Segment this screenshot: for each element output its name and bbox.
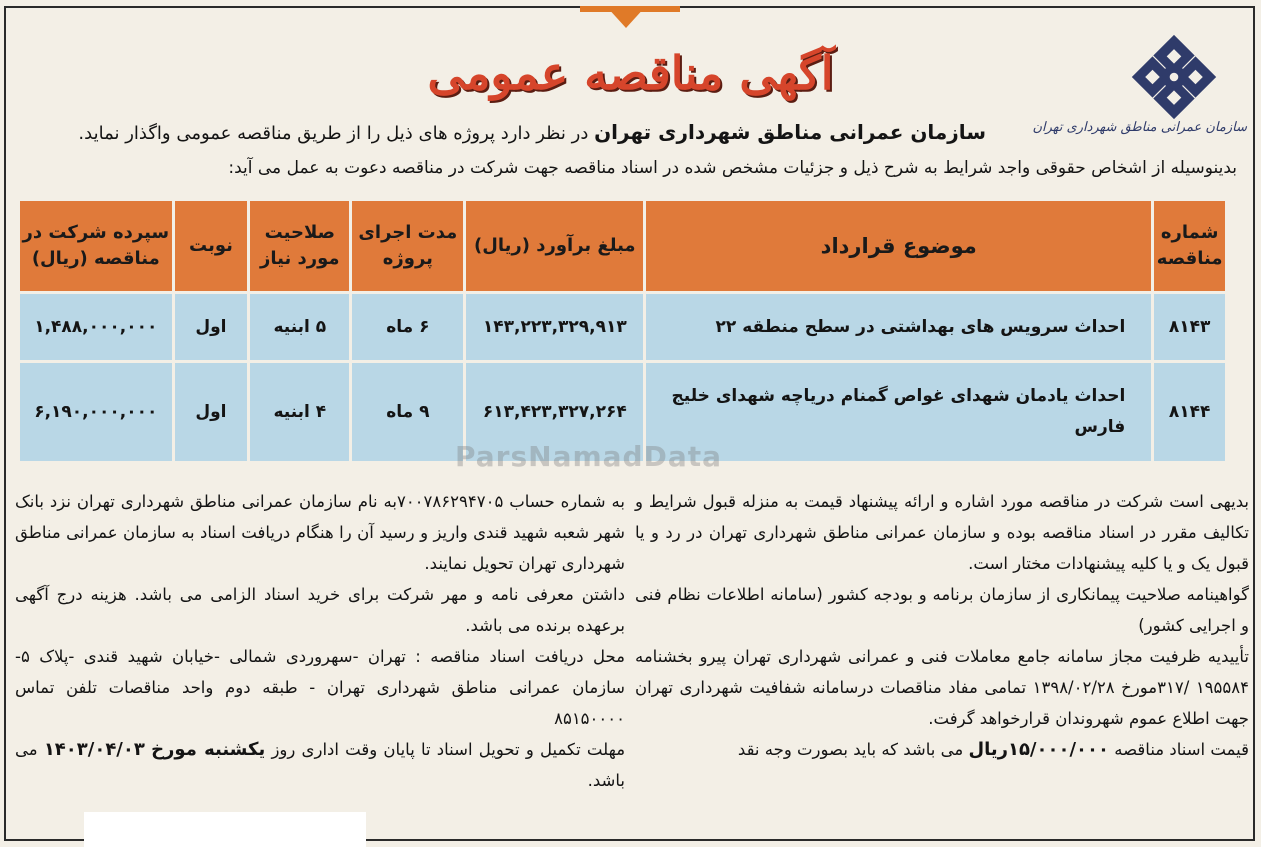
body-column-left xyxy=(15,486,625,796)
header-number: شماره مناقصه xyxy=(1154,201,1225,291)
body-paragraph xyxy=(635,734,1249,765)
table-header-row xyxy=(20,201,1225,291)
intro-org-name: سازمان عمرانی مناطق شهرداری تهران xyxy=(594,120,986,144)
cell-qualification: ۵ ابنیه xyxy=(250,294,349,360)
body-paragraph: بدیهی است شرکت در مناقصه مورد اشاره و ارائه پیشنهاد قیمت به منزله قبول شرایط و تکالیف مقرر در اسناد مناقصه بوده و سازمان عمرانی مناطق شهرداری تهران در رد و یا قبول یک و یا کلیه پیشنهادات مختار است. xyxy=(635,492,1249,573)
deadline-suffix: می باشد. xyxy=(15,740,625,790)
logo-caption: سازمان عمرانی مناطق شهرداری تهران xyxy=(1032,120,1247,135)
header-estimate: مبلغ برآورد (ریال) xyxy=(466,201,643,291)
header-subject: موضوع قرارداد xyxy=(646,201,1151,291)
cell-number: ۸۱۴۴ xyxy=(1154,363,1225,461)
cell-deposit xyxy=(20,363,172,461)
cell-estimate xyxy=(466,294,643,360)
deposit-value: ۶,۱۹۰,۰۰۰,۰۰۰ xyxy=(34,402,158,422)
deadline-prefix: مهلت تکمیل و تحویل اسناد تا پایان وقت اداری روز xyxy=(271,740,626,759)
tender-table xyxy=(17,198,1228,464)
deadline-day: یکشنبه مورخ xyxy=(151,739,266,760)
cell-duration: ۹ ماه xyxy=(352,363,463,461)
header-duration: مدت اجرای پروژه xyxy=(352,201,463,291)
page-title: آگهی مناقصه عمومی xyxy=(427,46,834,100)
estimate-value: ۶۱۳,۴۲۳,۳۲۷,۲۶۴ xyxy=(482,402,627,422)
price-suffix: می باشد که باید بصورت وجه نقد xyxy=(737,740,964,759)
body-paragraph: داشتن معرفی نامه و مهر شرکت برای خرید اسناد الزامی می باشد. هزینه درج آگهی برعهده برنده می باشد. xyxy=(15,585,625,635)
intro-line-1 xyxy=(78,120,986,144)
cell-qualification: ۴ ابنیه xyxy=(250,363,349,461)
cell-number: ۸۱۴۳ xyxy=(1154,294,1225,360)
intro-text: در نظر دارد پروژه های ذیل را از طریق مناقصه عمومی واگذار نماید. xyxy=(78,123,589,144)
estimate-value: ۱۴۳,۲۲۳,۳۲۹,۹۱۳ xyxy=(482,317,627,337)
table-row xyxy=(20,294,1225,360)
body-paragraph: به شماره حساب ۷۰۰۷۸۶۲۹۴۷۰۵به نام سازمان عمرانی مناطق شهرداری تهران نزد بانک شهر شعبه شهید قندی واریز و رسید آن را هنگام دریافت اسناد به سازمان عمرانی مناطق شهرداری تهران تحویل نمایند. xyxy=(15,492,625,573)
body-column-right xyxy=(635,486,1249,765)
body-paragraph: تأییدیه ظرفیت مجاز سامانه جامع معاملات فنی و عمرانی شهرداری تهران پیرو بخشنامه ۱۹۵۵۸۴ /۳۱۷مورخ ۱۳۹۸/۰۲/۲۸ تمامی مفاد مناقصات درسامانه شفافیت شهرداری تهران جهت اطلاع عموم شهروندان قرارخواهد گرفت. xyxy=(635,647,1249,728)
intro-line-2: بدینوسیله از اشخاص حقوقی واجد شرایط به شرح ذیل و جزئیات مشخص شده در اسناد مناقصه جهت شرکت در مناقصه دعوت به عمل می آید: xyxy=(228,158,1237,178)
cell-duration: ۶ ماه xyxy=(352,294,463,360)
deposit-value: ۱,۴۸۸,۰۰۰,۰۰۰ xyxy=(34,317,158,337)
price-prefix: قیمت اسناد مناقصه xyxy=(1114,740,1249,759)
cell-subject: احداث یادمان شهدای غواص گمنام دریاچه شهدای خلیج فارس xyxy=(646,363,1151,461)
cell-round: اول xyxy=(175,294,248,360)
price-amount: ۱۵/۰۰۰/۰۰۰ریال xyxy=(968,739,1109,760)
header-round: نوبت xyxy=(175,201,248,291)
cell-round: اول xyxy=(175,363,248,461)
header-deposit: سپرده شرکت در مناقصه (ریال) xyxy=(20,201,172,291)
header-qualification: صلاحیت مورد نیاز xyxy=(250,201,349,291)
deadline-date: ۱۴۰۳/۰۴/۰۳ xyxy=(43,739,145,760)
body-paragraph xyxy=(15,734,625,796)
top-notch-arrow xyxy=(606,6,646,28)
cell-deposit xyxy=(20,294,172,360)
blank-patch xyxy=(84,812,366,847)
watermark-text: ParsNamadData xyxy=(455,440,722,473)
body-paragraph: محل دریافت اسناد مناقصه : تهران -سهروردی شمالی -خیابان شهید قندی -پلاک ۵- سازمان عمرانی مناطق شهرداری تهران - طبقه دوم واحد مناقصات تلفن تماس ۸۵۱۵۰۰۰۰ xyxy=(15,647,625,728)
body-paragraph: گواهینامه صلاحیت پیمانکاری از سازمان برنامه و بودجه کشور (سامانه اطلاعات نظام فنی و اجرایی کشور) xyxy=(635,585,1249,635)
cell-subject: احداث سرویس های بهداشتی در سطح منطقه ۲۲ xyxy=(646,294,1151,360)
